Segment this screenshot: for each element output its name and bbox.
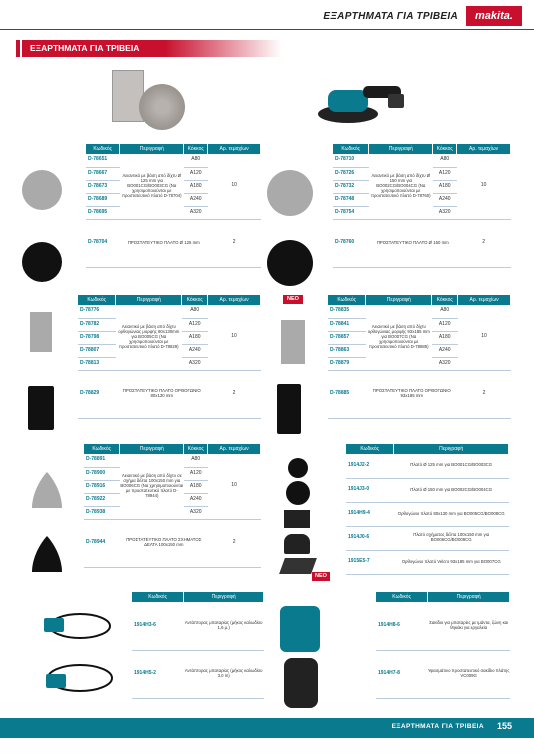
grit-value: A120 xyxy=(184,167,208,180)
col-desc: Περιγραφή xyxy=(120,144,184,154)
product-code: 1914J2-2 xyxy=(346,454,394,478)
product-desc: Λειαντικό με βάση από δίχτυ Ø 125 mm για BO001CG/BO003CG (Να χρησιμοποιούνται με προστατευτικό πλατό D-78704) xyxy=(120,154,184,219)
col-code: Κωδικός xyxy=(346,444,394,454)
grit-value: A180 xyxy=(184,480,208,493)
table-row xyxy=(84,454,261,467)
battery-adapter-2-image xyxy=(36,656,116,700)
product-code: D-78732 xyxy=(333,180,369,193)
grit-value: A80 xyxy=(432,305,458,318)
backing-pad-150-image xyxy=(267,240,313,286)
grit-value: A120 xyxy=(433,167,457,180)
product-desc: Υφασμάτινο προστατευτικό σακίδιο πλάτης VC009G xyxy=(428,650,510,698)
col-desc: Περιγραφή xyxy=(394,444,509,454)
table-row xyxy=(346,550,509,574)
sanding-disc-125-image xyxy=(22,170,62,210)
product-code: D-78879 xyxy=(328,357,366,370)
col-grit: Κόκκος xyxy=(184,144,208,154)
product-desc: Ορθογώνιο πλατό Velcro 93x185 mm για BO007CG xyxy=(394,550,509,574)
qty-value: 2 xyxy=(457,219,511,267)
grit-value: A80 xyxy=(433,154,457,167)
product-desc: ΠΡΟΣΤΑΤΕΥΤΙΚΟ ΠΛΑΤΟ ΟΡΘΟΓΩΝΙΟ 80x130 mm xyxy=(116,370,208,418)
table-row xyxy=(346,526,509,550)
table-row xyxy=(328,370,511,418)
product-code: 1914J0-6 xyxy=(346,526,394,550)
delta-pad-shape xyxy=(32,536,62,572)
sanding-disc-image xyxy=(139,84,185,130)
col-grit: Κόκκος xyxy=(184,444,208,454)
col-desc: Περιγραφή xyxy=(120,444,184,454)
product-code: 1914H5-2 xyxy=(132,650,184,698)
backing-pad-rect-93x185-image xyxy=(277,384,301,434)
product-code: D-78900 xyxy=(84,467,120,480)
col-code: Κωδικός xyxy=(78,295,116,305)
grit-value: A120 xyxy=(432,318,458,331)
product-code: D-78651 xyxy=(86,154,120,167)
qty-value: 10 xyxy=(208,154,261,219)
table-discs-150 xyxy=(333,144,511,268)
delta-sheet-shape xyxy=(32,472,62,508)
product-code: 1914H8-6 xyxy=(376,602,428,650)
backing-pad-delta-image xyxy=(30,534,64,574)
product-desc: Λειαντικό με βάση από δίχτυ ορθογώνιας μορφής 93x185 mm για BO007CG (Να χρησιμοποιούνται με προστατευτικό πλατό D-78885) xyxy=(366,305,432,370)
pad-rect-80x130-image xyxy=(284,510,310,528)
product-code: D-78748 xyxy=(333,193,369,206)
grit-value: A80 xyxy=(182,305,208,318)
sanding-rect-80x130-image xyxy=(30,312,52,352)
header-title: ΕΞΑΡΤΗΜΑΤΑ ΓΙΑ ΤΡΙΒΕΙΑ xyxy=(323,11,458,22)
product-code: 1914H9-4 xyxy=(346,502,394,526)
qty-value: 10 xyxy=(208,305,261,370)
grit-value: A80 xyxy=(184,454,208,467)
table-row xyxy=(132,650,264,698)
header-divider xyxy=(0,29,534,30)
product-desc: Λειαντικό με βάση από δίχτυ σε σχήμα δέλτα 100x150 mm για BO006CG (Να χρησιμοποιούνται με προστατευτικό πλατό D-78944) xyxy=(120,454,184,519)
product-desc: Αντάπτορας μπαταρίας (μήκος καλωδίου 1,6 μ.) xyxy=(184,602,264,650)
table-adapters xyxy=(132,592,264,699)
new-badge: ΝΕΟ xyxy=(283,295,303,304)
col-code: Κωδικός xyxy=(84,444,120,454)
section-banner: ΕΞΑΡΤΗΜΑΤΑ ΓΙΑ ΤΡΙΒΕΙΑ xyxy=(22,40,282,57)
grit-value: A320 xyxy=(182,357,208,370)
grit-value: A320 xyxy=(184,506,208,519)
table-row xyxy=(376,602,510,650)
product-code: D-78754 xyxy=(333,206,369,219)
product-code: D-78829 xyxy=(78,370,116,418)
grit-value: A120 xyxy=(184,467,208,480)
product-code: D-78944 xyxy=(84,519,120,567)
product-code: D-78776 xyxy=(78,305,116,318)
battery-adapter-1-image xyxy=(36,604,116,648)
page-number: 155 xyxy=(496,721,512,731)
product-desc: Πλατό σχήματος δέλτα 100x150 mm για BO006CG/BO009CG xyxy=(394,526,509,550)
table-row xyxy=(86,219,261,267)
grit-value: A240 xyxy=(433,193,457,206)
product-desc: Πλατό Ø 125 mm για BO001CG/BO003CG xyxy=(394,454,509,478)
product-code: D-78673 xyxy=(86,180,120,193)
col-grit: Κόκκος xyxy=(433,144,457,154)
col-desc: Περιγραφή xyxy=(116,295,182,305)
product-code: D-78807 xyxy=(78,344,116,357)
table-row xyxy=(78,305,261,318)
product-code: D-78891 xyxy=(84,454,120,467)
makita-logo: makita. xyxy=(466,6,522,26)
table-row xyxy=(78,370,261,418)
sander-body-shape xyxy=(328,90,368,112)
grit-value: A180 xyxy=(433,180,457,193)
product-code: D-78835 xyxy=(328,305,366,318)
table-row xyxy=(346,478,509,502)
table-backpacks xyxy=(376,592,510,699)
product-code: D-78916 xyxy=(84,480,120,493)
product-code: D-78695 xyxy=(86,206,120,219)
grit-value: A240 xyxy=(182,344,208,357)
col-code: Κωδικός xyxy=(328,295,366,305)
col-desc: Περιγραφή xyxy=(428,592,510,602)
product-code: D-78863 xyxy=(328,344,366,357)
sander-battery-shape xyxy=(388,94,404,108)
backing-pad-125-image xyxy=(22,242,62,282)
table-rect-80x130 xyxy=(78,295,261,419)
product-desc: Σακίδιο για μπαταρίες με ιμάντα, ζώνη και θηκάκι για εργαλεία xyxy=(428,602,510,650)
product-code: D-78689 xyxy=(86,193,120,206)
product-code: D-78710 xyxy=(333,154,369,167)
col-grit: Κόκκος xyxy=(182,295,208,305)
sanding-disc-150-image xyxy=(267,170,313,216)
sanding-delta-image xyxy=(30,470,64,510)
col-qty: Αρ. τεμαχίων xyxy=(208,295,261,305)
grit-value: A80 xyxy=(184,154,208,167)
new-badge: ΝΕΟ xyxy=(312,572,330,581)
product-desc: ΠΡΟΣΤΑΤΕΥΤΙΚΟ ΠΛΑΤΟ ΣΧΗΜΑΤΟΣ ΔΕΛΤΑ 100x150 mm xyxy=(120,519,208,567)
table-rect-93x185 xyxy=(328,295,511,419)
col-grit: Κόκκος xyxy=(432,295,458,305)
qty-value: 10 xyxy=(457,154,511,219)
product-desc: ΠΡΟΣΤΑΤΕΥΤΙΚΟ ΠΛΑΤΟ Ø 150 mm xyxy=(369,219,457,267)
orbital-sander-image xyxy=(308,72,408,128)
battery-backpack-image xyxy=(280,606,320,652)
table-row xyxy=(333,154,511,167)
product-code: D-78922 xyxy=(84,493,120,506)
product-code: 1915E5-7 xyxy=(346,550,394,574)
col-qty: Αρ. τεμαχίων xyxy=(457,144,511,154)
col-code: Κωδικός xyxy=(376,592,428,602)
table-row xyxy=(346,502,509,526)
product-code: 1914H3-6 xyxy=(132,602,184,650)
grit-value: A320 xyxy=(184,206,208,219)
product-code: D-78760 xyxy=(333,219,369,267)
adapter-block-shape xyxy=(46,674,66,688)
table-row xyxy=(328,305,511,318)
product-code: D-78885 xyxy=(328,370,366,418)
product-desc: Ορθογώνιο πλατό 80x130 mm για BO005CG/BO008CG xyxy=(394,502,509,526)
col-desc: Περιγραφή xyxy=(366,295,432,305)
qty-value: 2 xyxy=(208,519,261,567)
col-qty: Αρ. τεμαχίων xyxy=(208,444,261,454)
col-code: Κωδικός xyxy=(132,592,184,602)
col-qty: Αρ. τεμαχίων xyxy=(458,295,511,305)
product-code: D-78857 xyxy=(328,331,366,344)
sanding-rect-93x185-image xyxy=(281,320,305,364)
qty-value: 10 xyxy=(208,454,261,519)
pad-150-image xyxy=(286,481,310,505)
product-code: D-78726 xyxy=(333,167,369,180)
grit-value: A240 xyxy=(432,344,458,357)
grit-value: A320 xyxy=(433,206,457,219)
grit-value: A120 xyxy=(182,318,208,331)
grit-value: A320 xyxy=(432,357,458,370)
grit-value: A180 xyxy=(182,331,208,344)
grit-value: A180 xyxy=(184,180,208,193)
product-code: D-78782 xyxy=(78,318,116,331)
col-desc: Περιγραφή xyxy=(184,592,264,602)
qty-value: 2 xyxy=(208,370,261,418)
backing-pad-rect-80x130-image xyxy=(28,386,54,430)
pad-delta-image xyxy=(284,534,310,554)
col-desc: Περιγραφή xyxy=(369,144,433,154)
product-desc: Αντάπτορας μπαταρίας (μήκος καλωδίου 3,0 m) xyxy=(184,650,264,698)
col-qty: Αρ. τεμαχίων xyxy=(208,144,261,154)
product-code: D-78704 xyxy=(86,219,120,267)
table-row xyxy=(333,219,511,267)
table-delta xyxy=(84,444,261,568)
table-pads xyxy=(346,444,509,575)
qty-value: 2 xyxy=(208,219,261,267)
qty-value: 10 xyxy=(458,305,511,370)
col-code: Κωδικός xyxy=(86,144,120,154)
product-desc: Λειαντικό με βάση από δίχτυ Ø 150 mm για BO002CG/BO004CG (Να χρησιμοποιούνται με προστατευτικό πλατό D-78760) xyxy=(369,154,433,219)
table-row xyxy=(346,454,509,478)
table-row xyxy=(376,650,510,698)
product-desc: Πλατό Ø 150 mm για BO002CG/BO004CG xyxy=(394,478,509,502)
table-row xyxy=(132,602,264,650)
protective-backpack-image xyxy=(284,658,318,708)
table-row xyxy=(86,154,261,167)
table-row xyxy=(84,519,261,567)
table-discs-125 xyxy=(86,144,261,268)
qty-value: 2 xyxy=(458,370,511,418)
adapter-block-shape xyxy=(44,618,64,632)
product-code: D-78841 xyxy=(328,318,366,331)
grit-value: A240 xyxy=(184,193,208,206)
footer-title: ΕΞΑΡΤΗΜΑΤΑ ΓΙΑ ΤΡΙΒΕΙΑ xyxy=(391,723,484,730)
product-desc: ΠΡΟΣΤΑΤΕΥΤΙΚΟ ΠΛΑΤΟ Ø 125 mm xyxy=(120,219,208,267)
product-code: D-78667 xyxy=(86,167,120,180)
grit-value: A180 xyxy=(432,331,458,344)
product-desc: Λειαντικό με βάση από δίχτυ ορθογώνιας μορφής 80x130mm για BO005CG (Να χρησιμοποιούνται με προστατευτικό πλατό D-78829) xyxy=(116,305,182,370)
grit-value: A240 xyxy=(184,493,208,506)
product-code: 1914J3-0 xyxy=(346,478,394,502)
product-code: D-78798 xyxy=(78,331,116,344)
product-code: D-78813 xyxy=(78,357,116,370)
product-code: 1914H7-8 xyxy=(376,650,428,698)
product-code: D-78938 xyxy=(84,506,120,519)
pad-125-image xyxy=(288,458,308,478)
col-code: Κωδικός xyxy=(333,144,369,154)
product-desc: ΠΡΟΣΤΑΤΕΥΤΙΚΟ ΠΛΑΤΟ ΟΡΘΟΓΩΝΙΟ 93x185 mm xyxy=(366,370,458,418)
